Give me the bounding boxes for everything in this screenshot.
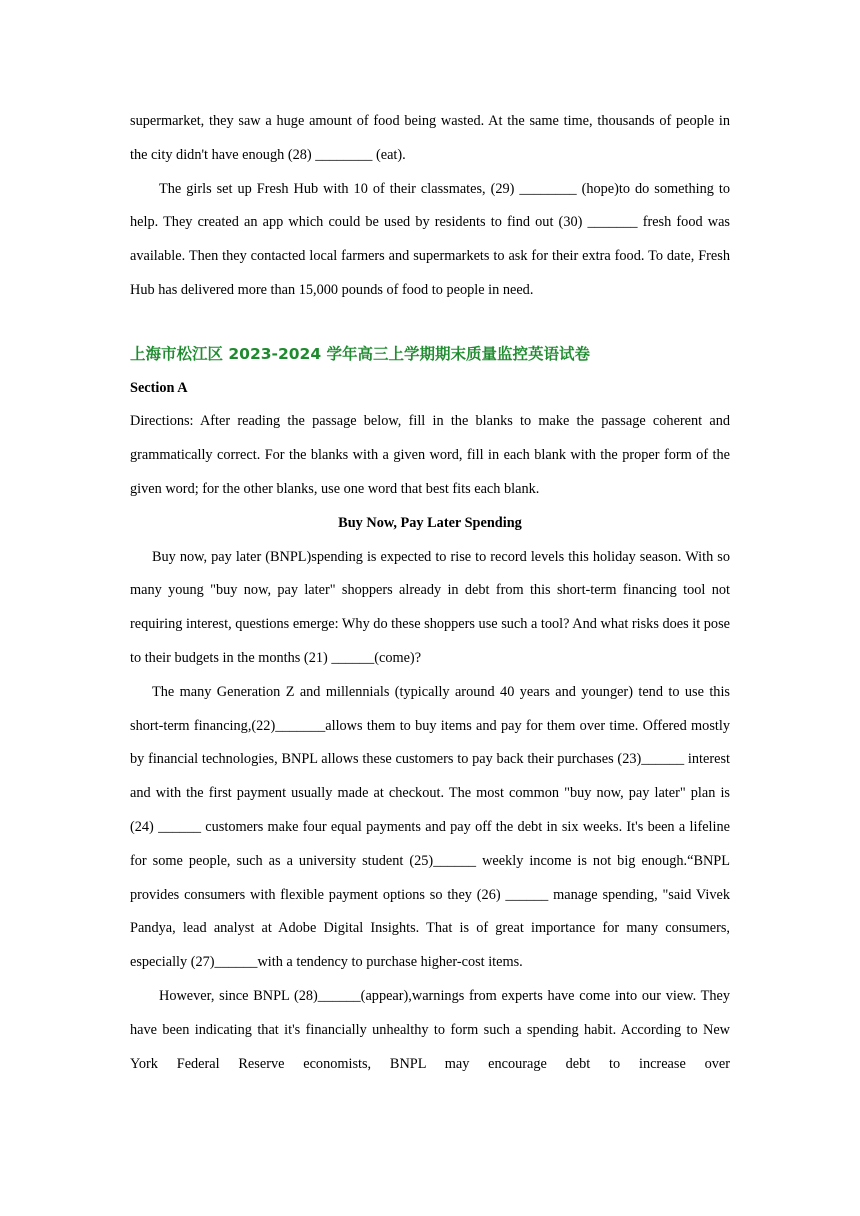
section-label: Section A bbox=[130, 379, 188, 396]
document-page bbox=[130, 105, 730, 1081]
passage-paragraph: The many Generation Z and millennials (typically around 40 years and younger) tend to use this short-term financing,(22)_______allows them to buy items and pay for them over time. Offered mostly by financial technologies, BNPL allows these customers to pay back their purchases (23)______ interest and with the first payment usually made at checkout. The most common "buy now, pay later" plan is (24) ______ customers make four equal payments and pay off the debt in six weeks. It's been a lifeline for some people, such as a university student (25)______ weekly income is not big enough.“BNPL provides consumers with flexible payment options so they (26) ______ manage spending, "said Vivek Pandya, lead analyst at Adobe Digital Insights. That is of great importance for many consumers, especially (27)______with a tendency to purchase higher-cost items. bbox=[130, 683, 730, 971]
passage-paragraph: Buy now, pay later (BNPL)spending is expected to rise to record levels this holiday season. With so many young "buy now, pay later" shoppers already in debt from this short-term financing tool not requiring interest, questions emerge: Why do these shoppers use such a tool? And what risks does it pose to their budgets in the months (21) ______(come)? bbox=[130, 548, 730, 666]
passage-paragraph: supermarket, they saw a huge amount of food being wasted. At the same time, thousands of people in the city didn't have enough (28) ________ (eat). bbox=[130, 113, 730, 163]
passage-paragraph: The girls set up Fresh Hub with 10 of their classmates, (29) ________ (hope)to do something to help. They created an app which could be used by residents to find out (30) _______ fresh food was available. Then they contacted local farmers and supermarkets to ask for their extra food. To date, Fresh Hub has delivered more than 15,000 pounds of food to people in need. bbox=[130, 180, 730, 298]
passage-paragraph: However, since BNPL (28)______(appear),warnings from experts have come into our view. They have been indicating that it's financially unhealthy to form such a spending habit. According to New York Federal Reserve economists, BNPL may encourage debt to increase over bbox=[130, 987, 730, 1072]
directions-text: Directions: After reading the passage below, fill in the blanks to make the passage coherent and grammatically correct. For the blanks with a given word, fill in each blank with the proper form of the given word; for the other blanks, use one word that best fits each blank. bbox=[130, 413, 730, 497]
passage-title: Buy Now, Pay Later Spending bbox=[338, 514, 522, 531]
exam-title: 上海市松江区 2023-2024 学年高三上学期期末质量监控英语试卷 bbox=[130, 344, 591, 363]
